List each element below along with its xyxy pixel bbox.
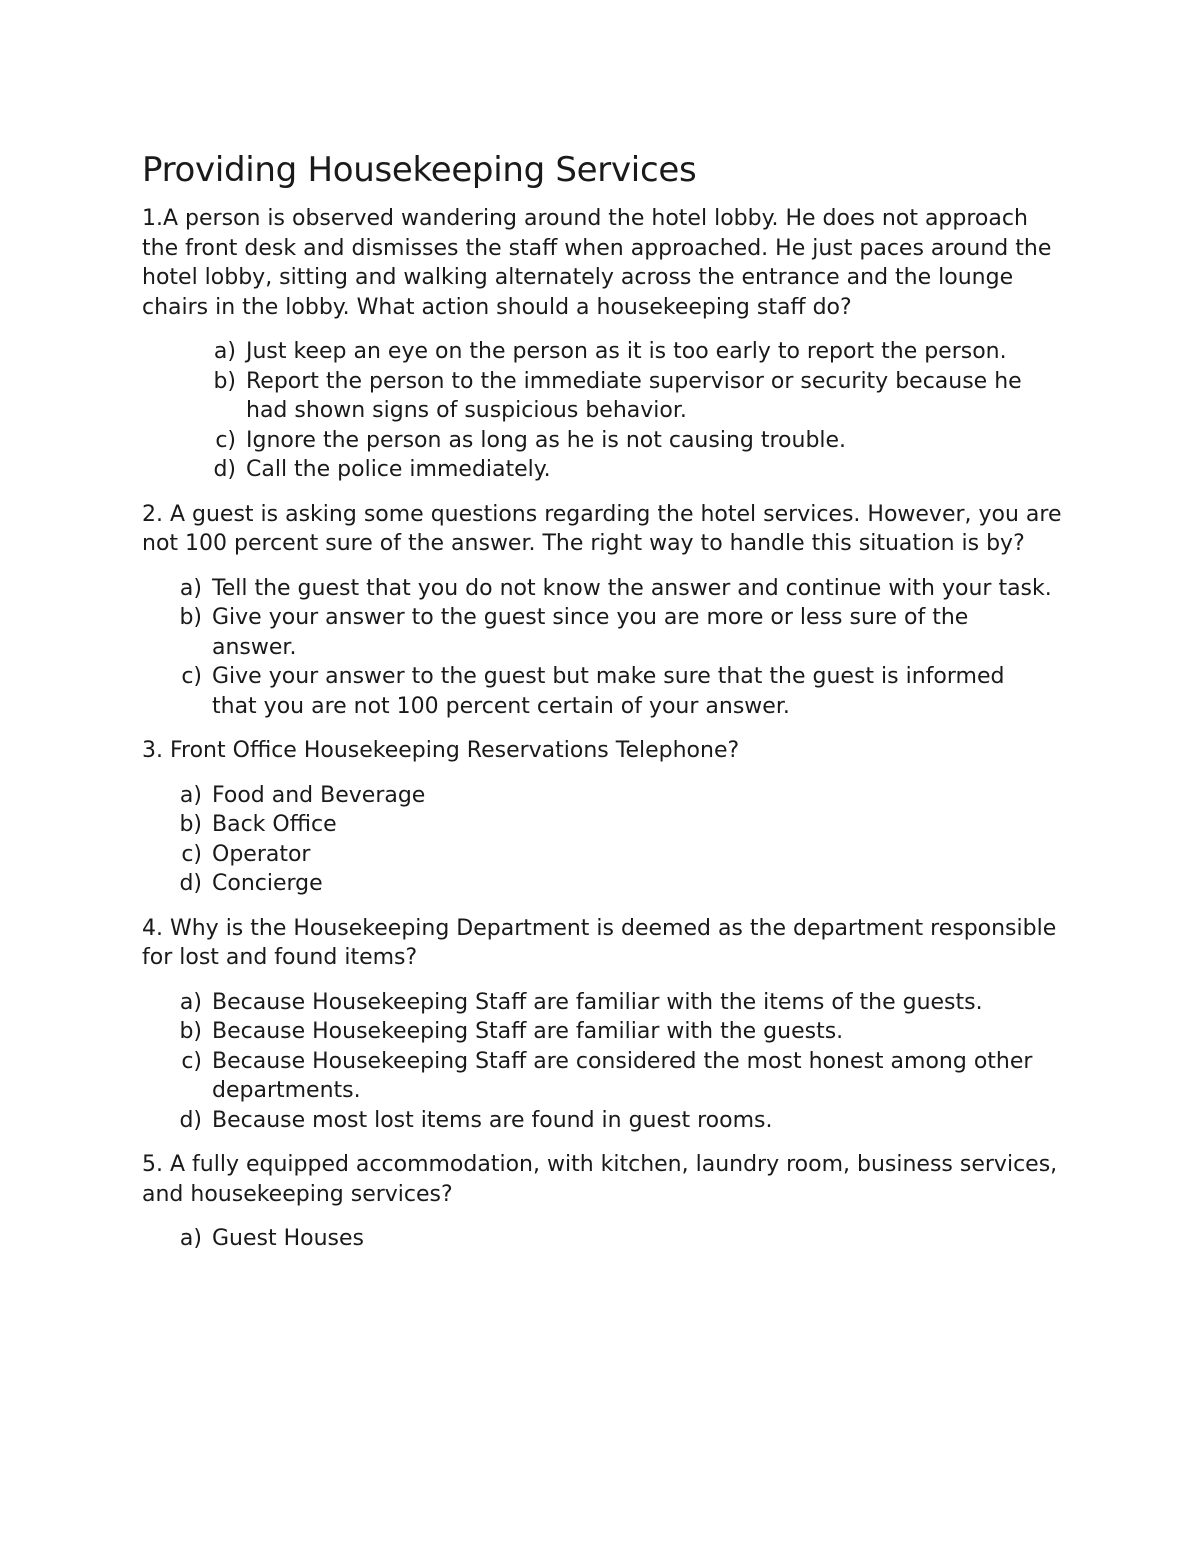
option-item <box>142 840 1062 870</box>
option-letter: c) <box>181 664 202 689</box>
option-letter: a) <box>179 1226 202 1251</box>
option-item <box>142 574 1062 604</box>
option-text: Food and Beverage <box>212 782 426 808</box>
question-text: 1.A person is observed wandering around the hotel lobby. He does not approach the front desk and dismisses the staff when approached. He just paces around the hotel lobby, sitting and walking alternately across the entrance and the lounge chairs in the lobby. What action should a housekeeping staff do? <box>142 206 1052 320</box>
option-text: Give your answer to the guest since you are more or less sure of the answer. <box>212 605 969 660</box>
option-item <box>142 662 1062 721</box>
option-item <box>142 1017 1062 1047</box>
option-text: Report the person to the immediate supervisor or security because he had shown signs of suspicious behavior. <box>246 368 1022 423</box>
document-title: Providing Housekeeping Services <box>142 150 697 190</box>
option-letter: b) <box>179 812 202 837</box>
option-letter: d) <box>213 457 236 482</box>
option-item <box>142 1224 1062 1254</box>
option-letter: c) <box>181 1048 202 1074</box>
option-text: Give your answer to the guest but make sure that the guest is informed that you are not 100 percent certain of your answer. <box>212 664 1005 719</box>
option-text: Tell the guest that you do not know the answer and continue with your task. <box>212 575 1052 601</box>
option-item <box>142 869 1062 899</box>
option-list <box>142 574 1062 722</box>
option-list <box>142 781 1062 899</box>
option-letter: a) <box>213 339 236 364</box>
option-letter: b) <box>213 368 236 394</box>
option-item <box>142 781 1062 811</box>
option-text: Because most lost items are found in guest rooms. <box>212 1107 773 1133</box>
question-block-1 <box>142 204 1062 485</box>
question-block-2 <box>142 500 1062 722</box>
option-item <box>142 1106 1062 1136</box>
option-item <box>142 337 1062 367</box>
question-text: 3. Front Office Housekeeping Reservations Telephone? <box>142 738 740 763</box>
option-text: Because Housekeeping Staff are familiar with the items of the guests. <box>212 989 983 1015</box>
option-list <box>142 1224 1062 1254</box>
option-letter: d) <box>179 871 202 896</box>
option-item <box>142 1047 1062 1106</box>
option-letter: a) <box>179 782 202 808</box>
question-block-3 <box>142 736 1062 899</box>
option-item <box>142 810 1062 840</box>
option-list <box>142 337 1062 485</box>
option-letter: a) <box>179 575 202 601</box>
option-text: Because Housekeeping Staff are considered the most honest among other departments. <box>212 1048 1033 1103</box>
option-text: Because Housekeeping Staff are familiar with the guests. <box>212 1019 844 1044</box>
option-letter: c) <box>181 841 202 867</box>
option-letter: b) <box>179 1019 202 1044</box>
option-letter: c) <box>215 427 236 453</box>
question-text: 2. A guest is asking some questions regarding the hotel services. However, you are not 100 percent sure of the answer. The right way to handle this situation is by? <box>142 501 1062 556</box>
option-item <box>142 426 1062 456</box>
option-item <box>142 455 1062 485</box>
option-text: Guest Houses <box>212 1226 365 1251</box>
option-text: Back Office <box>212 812 337 837</box>
document-page <box>142 148 1062 1269</box>
option-list <box>142 988 1062 1136</box>
option-letter: a) <box>179 989 202 1015</box>
option-text: Operator <box>212 841 311 867</box>
option-item <box>142 603 1062 662</box>
question-text: 5. A fully equipped accommodation, with kitchen, laundry room, business services, and housekeeping services? <box>142 1152 1058 1207</box>
option-item <box>142 367 1062 426</box>
question-text: 4. Why is the Housekeeping Department is deemed as the department responsible for lost and found items? <box>142 915 1057 970</box>
option-text: Call the police immediately. <box>246 457 551 482</box>
option-text: Ignore the person as long as he is not causing trouble. <box>246 427 847 453</box>
option-item <box>142 988 1062 1018</box>
option-letter: d) <box>179 1107 202 1133</box>
option-letter: b) <box>179 605 202 630</box>
option-text: Concierge <box>212 871 323 896</box>
question-block-5 <box>142 1150 1062 1254</box>
option-text: Just keep an eye on the person as it is too early to report the person. <box>246 339 1007 364</box>
question-block-4 <box>142 914 1062 1136</box>
